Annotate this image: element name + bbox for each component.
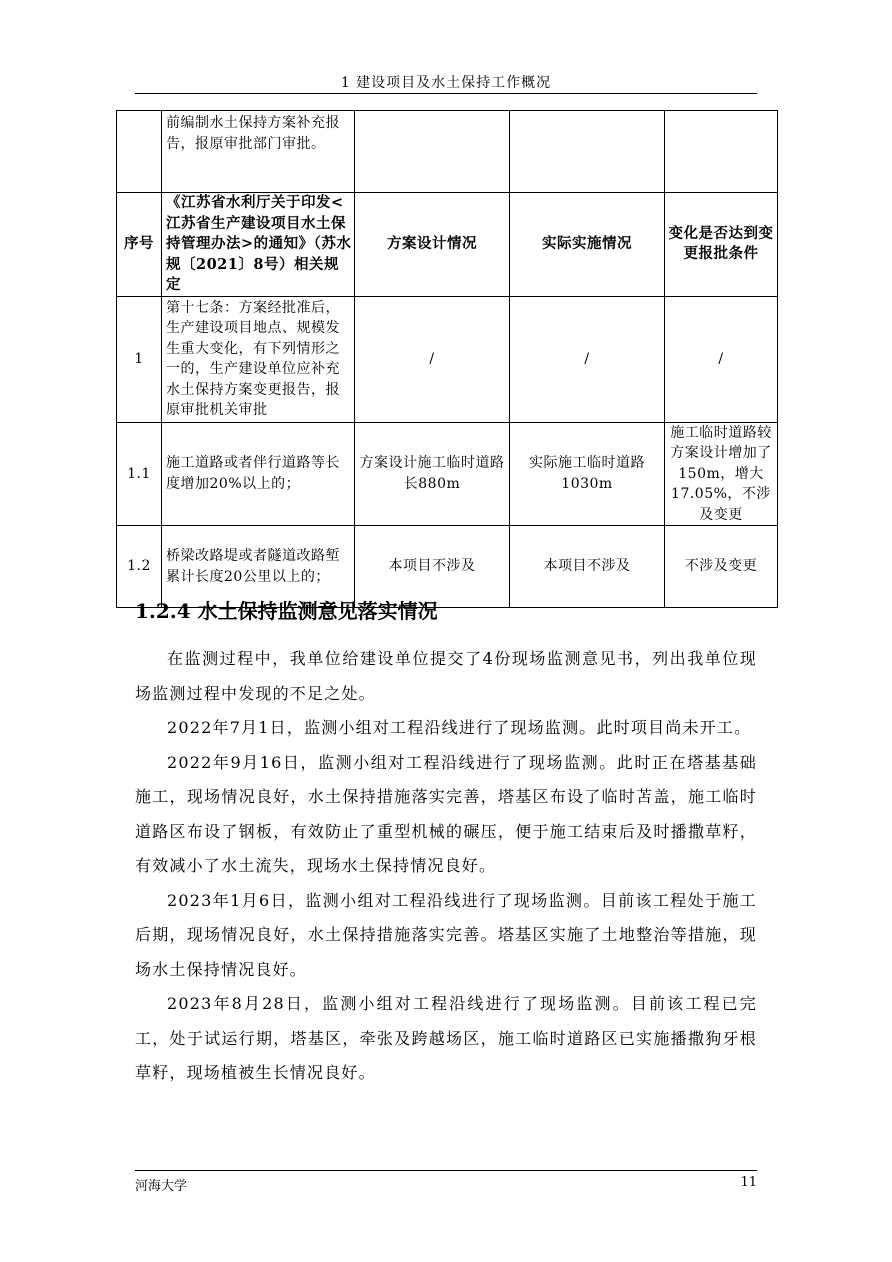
- header-rule: [135, 93, 757, 94]
- row-design: 本项目不涉及: [355, 526, 510, 608]
- row-seq: 1: [117, 296, 162, 422]
- table-row: [117, 296, 778, 422]
- footer-rule: [135, 1170, 757, 1171]
- row-rule: 桥梁改路堤或者隧道改路堑累计长度20公里以上的；: [162, 526, 355, 608]
- row-design: 方案设计施工临时道路长880m: [355, 422, 510, 526]
- body-paragraph: 2022年9月16日，监测小组对工程沿线进行了现场监测。此时正在塔基基础施工，现场情况良好，水土保持措施落实完善，塔基区布设了临时苫盖，施工临时道路区布设了钢板，有效防止了重型机械的碾压，便于施工结束后及时播撒草籽，有效减小了水土流失，现场水土保持情况良好。: [135, 752, 757, 875]
- header-seq: 序号: [117, 193, 162, 297]
- header-actual: 实际实施情况: [510, 193, 665, 297]
- row-seq: 1.2: [117, 526, 162, 608]
- row-design: /: [355, 296, 510, 422]
- row-actual: /: [510, 296, 665, 422]
- table-cell-empty: [665, 111, 778, 193]
- body-paragraph: 2023年1月6日，监测小组对工程沿线进行了现场监测。目前该工程处于施工后期，现场情况良好，水土保持措施落实完善。塔基区实施了土地整治等措施，现场水土保持情况良好。: [135, 890, 757, 979]
- table-header-row: [117, 193, 778, 297]
- table-cell-empty: [510, 111, 665, 193]
- body-paragraph: 在监测过程中，我单位给建设单位提交了4份现场监测意见书，列出我单位现场监测过程中发现的不足之处。: [135, 649, 757, 703]
- section-heading: 1.2.4 水土保持监测意见落实情况: [135, 599, 438, 623]
- row-actual: 本项目不涉及: [510, 526, 665, 608]
- footer-institution: 河海大学: [135, 1179, 188, 1194]
- header-change: 变化是否达到变更报批条件: [665, 193, 778, 297]
- body-paragraph: 2022年7月1日，监测小组对工程沿线进行了现场监测。此时项目尚未开工。: [167, 718, 752, 737]
- section-body: [135, 642, 757, 1091]
- table-cell-empty: [355, 111, 510, 193]
- header-design: 方案设计情况: [355, 193, 510, 297]
- row-actual: 实际施工临时道路1030m: [510, 422, 665, 526]
- page-header-title: 1 建设项目及水土保持工作概况: [340, 75, 552, 91]
- page-number: 11: [740, 1175, 757, 1190]
- body-paragraph: 2023年8月28日，监测小组对工程沿线进行了现场监测。目前该工程已完工，处于试运行期，塔基区，牵张及跨越场区，施工临时道路区已实施播撒狗牙根草籽，现场植被生长情况良好。: [135, 994, 757, 1082]
- table-row: [117, 422, 778, 526]
- table-cell-continued-text: 前编制水土保持方案补充报告，报原审批部门审批。: [162, 111, 355, 193]
- row-change: 施工临时道路较方案设计增加了150m，增大17.05%，不涉及变更: [665, 422, 778, 526]
- row-change: /: [665, 296, 778, 422]
- change-criteria-table: [116, 110, 778, 608]
- row-rule: 施工道路或者伴行道路等长度增加20%以上的；: [162, 422, 355, 526]
- table-cell-empty: [117, 111, 162, 193]
- table-row-continued: [117, 111, 778, 193]
- header-rule-text: 《江苏省水利厅关于印发<江苏省生产建设项目水土保持管理办法>的通知》（苏水规〔2021〕8号）相关规定: [162, 193, 355, 297]
- row-seq: 1.1: [117, 422, 162, 526]
- row-rule: 第十七条：方案经批准后，生产建设项目地点、规模发生重大变化，有下列情形之一的，生产建设单位应补充水土保持方案变更报告，报原审批机关审批: [162, 296, 355, 422]
- row-change: 不涉及变更: [665, 526, 778, 608]
